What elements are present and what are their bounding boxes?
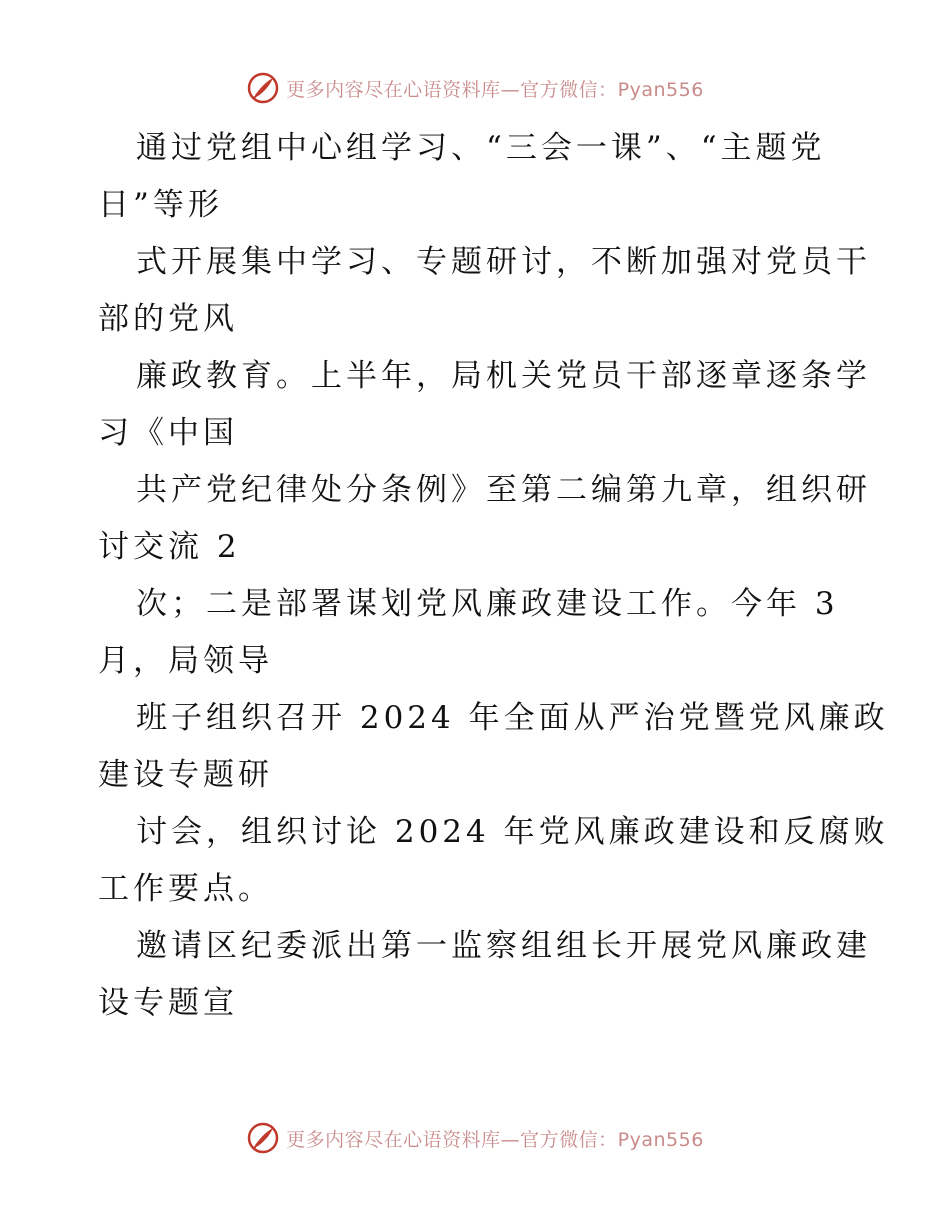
text-line: 廉政教育。上半年，局机关党员干部逐章逐条学 <box>136 358 871 394</box>
text-line: 建设专题研 <box>98 757 273 793</box>
text-line: 通过党组中心组学习、“三会一课”、“主题党 <box>136 130 826 166</box>
text-line: 邀请区纪委派出第一监察组组长开展党风廉政建 <box>136 928 871 964</box>
text-line: 日”等形 <box>98 187 223 223</box>
text-line: 部的党风 <box>98 301 238 337</box>
header-banner <box>0 70 950 106</box>
text-line: 次；二是部署谋划党风廉政建设工作。今年 3 <box>136 586 839 622</box>
text-line: 设专题宣 <box>98 985 238 1021</box>
footer-banner-text: 更多内容尽在心语资料库—官方微信：Pyan556 <box>286 1128 704 1151</box>
quill-logo-icon <box>246 71 280 105</box>
text-line: 式开展集中学习、专题研讨，不断加强对党员干 <box>136 244 871 280</box>
footer-banner <box>0 1120 950 1156</box>
document-body <box>98 120 889 1032</box>
text-line: 讨会，组织讨论 2024 年党风廉政建设和反腐败 <box>136 814 889 850</box>
text-line: 月，局领导 <box>98 643 273 679</box>
quill-logo-icon <box>246 1121 280 1155</box>
text-line: 班子组织召开 2024 年全面从严治党暨党风廉政 <box>136 700 889 736</box>
text-line: 习《中国 <box>98 415 238 451</box>
text-line: 共产党纪律处分条例》至第二编第九章，组织研 <box>136 472 871 508</box>
text-line: 工作要点。 <box>98 871 273 907</box>
header-banner-text: 更多内容尽在心语资料库—官方微信：Pyan556 <box>286 78 704 101</box>
text-line: 讨交流 2 <box>98 529 241 565</box>
